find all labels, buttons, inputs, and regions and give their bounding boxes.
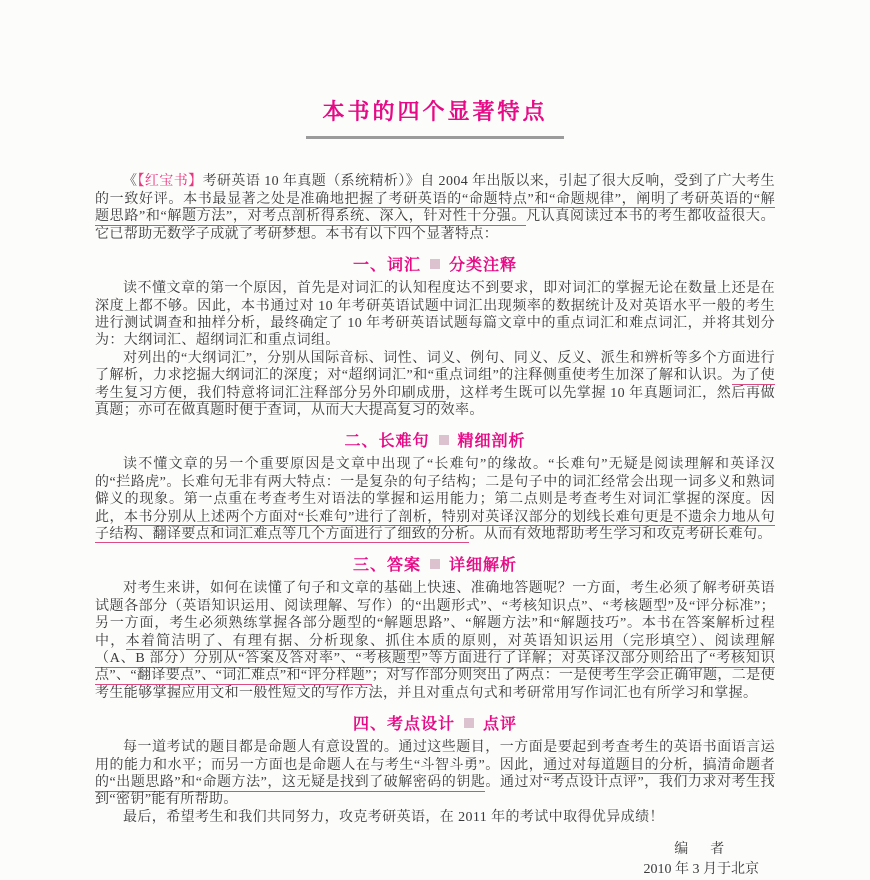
section-heading-right: 精细剖析 — [457, 433, 526, 451]
section-heading — [95, 552, 775, 575]
section-long-sentences — [95, 428, 775, 543]
closing-paragraph: 最后，希望考生和我们共同努力，攻克考研英语，在 2011 年的考试中取得优异成绩！ — [123, 809, 664, 825]
section-heading-left: 四、考点设计 — [352, 716, 455, 734]
paragraph: 对考生来讲，如何在读懂了句子和文章的基础上快速、准确地答题呢？一方面，考生必须了解考研英语试题各部分（英语知识运用、阅读理解、写作）的“出题形式”、“考核知识点”、“考核题型”及“评分标准”；另一方面，考生必须熟练掌握各部分题型的“解题思路”、“解题方法”和“解题技巧”。本书在答案解析过程中，本着简洁明了、有理有据、分析现象、抓住本质的原则，对英语知识运用（完形填空）、阅读理解（A、B 部分）分别从“答案及答对率”、“考核题型”等方面进行了详解；对英译汉部分则给出了“考核知识点”、“翻译要点”、“词汇难点”和“评分样题”；对写作部分则突出了两点：一是使考生学会正确审题，二是使考生能够掌握应用文和一般性短文的写作方法，并且对重点句式和考研常用写作词汇也有所学习和掌握。 — [95, 581, 775, 701]
section-heading — [95, 428, 775, 451]
section-heading-left: 二、长难句 — [344, 433, 430, 451]
signature-author: 编 者 — [674, 842, 729, 858]
section-exam-point-design — [95, 711, 775, 809]
section-heading-left: 一、词汇 — [352, 257, 421, 275]
signature-date: 2010 年 3 月于北京 — [643, 862, 759, 878]
section-heading — [95, 252, 775, 275]
intro-paragraph: 《【红宝书】考研英语 10 年真题（系统精析）》自 2004 年出版以来，引起了很大反响，受到了广大考生的一致好评。本书最显著之处是准确地把握了考研英语的“命题特点”和“命题规律”，阐明了考研英语的“解题思路”和“解题方法”，对考点剖析得系统、深入，针对性十分强。凡认真阅读过本书的考生都收益很大。它已帮助无数学子成就了考研梦想。本书有以下四个显著特点： — [95, 174, 776, 242]
section-heading-right: 点评 — [483, 716, 518, 734]
square-divider-icon — [430, 259, 440, 269]
page-title: 本书的四个显著特点 — [306, 95, 563, 139]
paragraph: 每一道考试的题目都是命题人有意设置的。通过这些题目，一方面是要起到考查考生的英语书面语言运用的能力和水平；而另一方面也是命题人在与考生“斗智斗勇”。因此，通过对每道题目的分析，搞清命题者的“出题思路”和“命题方法”，这无疑是找到了破解密码的钥匙。通过对“考点设计点评”，我们力求对考生找到“密钥”能有所帮助。 — [95, 740, 775, 808]
signature-block — [95, 840, 775, 880]
section-heading — [95, 711, 775, 734]
section-heading-left: 三、答案 — [352, 557, 421, 575]
paragraph: 对列出的“大纲词汇”，分别从国际音标、词性、词义、例句、同义、反义、派生和辨析等多个方面进行了解析，力求挖掘大纲词汇的深度；对“超纲词汇”和“重点词组”的注释侧重使考生加深了解和认识。为了使考生复习方便，我们特意将词汇注释部分另外印刷成册，这样考生既可以先掌握 10 年真题词汇，然后再做真题；亦可在做真题时便于查词，从而大大提高复习的效率。 — [95, 350, 775, 418]
section-vocabulary — [95, 252, 775, 419]
title-block — [95, 80, 775, 153]
section-heading-right: 详细解析 — [449, 557, 518, 575]
square-divider-icon — [464, 718, 474, 728]
paragraph: 读不懂文章的另一个重要原因是文章中出现了“长难句”的缘故。“长难句”无疑是阅读理解和英译汉的“拦路虎”。长难句无非有两大特点：一是复杂的句子结构；二是句子中的词汇经常会出现一词多义和熟词僻义的现象。第一点重在考查考生对语法的掌握和运用能力；第二点则是考查考生对词汇掌握的深度。因此，本书分别从上述两个方面对“长难句”进行了剖析，特别对英译汉部分的划线长难句更是不遗余力地从句子结构、翻译要点和词汇难点等几个方面进行了细致的分析。从而有效地帮助考生学习和攻克考研长难句。 — [95, 457, 775, 542]
section-answers — [95, 552, 775, 702]
document-page — [95, 80, 775, 880]
square-divider-icon — [430, 559, 440, 569]
section-heading-right: 分类注释 — [449, 257, 518, 275]
paragraph: 读不懂文章的第一个原因，首先是对词汇的认知程度达不到要求，即对词汇的掌握无论在数量上还是在深度上都不够。因此，本书通过对 10 年考研英语试题中词汇出现频率的数据统计及对英语水平一般的考生进行测试调查和抽样分析，最终确定了 10 年考研英语试题每篇文章中的重点词汇和难点词汇，并将其划分为：大纲词汇、超纲词汇和重点词组。 — [95, 281, 775, 349]
square-divider-icon — [439, 435, 449, 445]
